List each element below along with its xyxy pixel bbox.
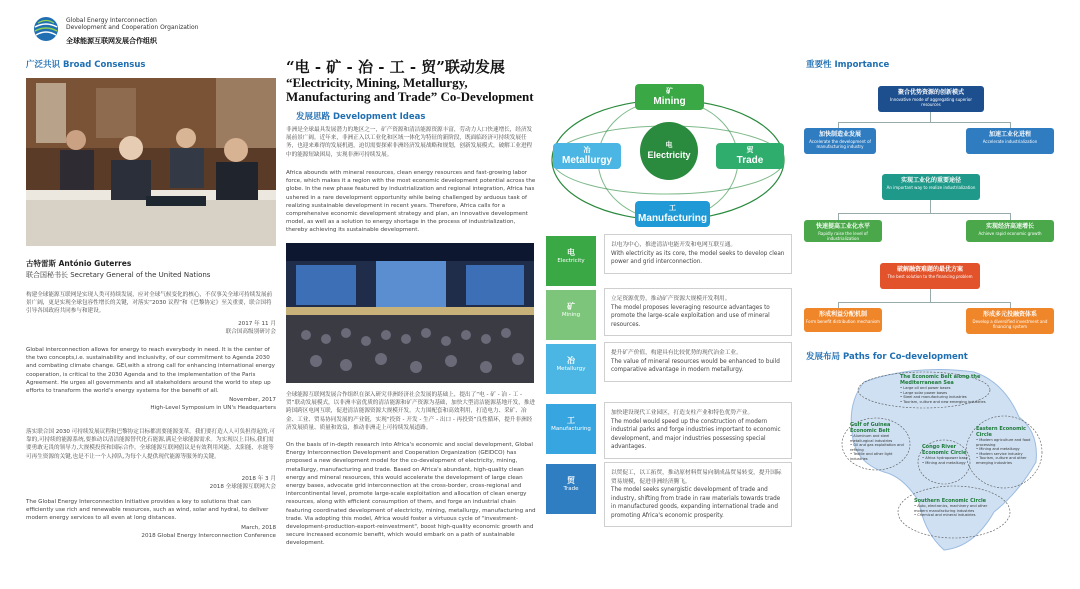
sector-description-manufacturing bbox=[604, 402, 792, 459]
sector-description-cn: 提升矿产价值，构建具有比较优势的现代冶金工业。 bbox=[611, 350, 742, 356]
map-list-item: • Auto, electronics, machinery and other modern manufacturing industries bbox=[914, 504, 988, 513]
sector-label-en: Mining bbox=[561, 312, 581, 318]
map-list-item: • Tourism, culture and new emerging industries bbox=[900, 399, 986, 404]
mediterranean-belt: The Economic Belt along the Mediterranean Sea • Large oil and power bases • Large solar power bases • Steel and manufacturing industries • Tourism, culture and new emerging industries bbox=[900, 374, 986, 404]
sector-label-en: Metallurgy bbox=[556, 366, 586, 372]
sector-label-en: Manufacturing bbox=[551, 426, 591, 432]
sector-description-trade bbox=[604, 462, 792, 527]
importance-heading: 重要性 Importance bbox=[806, 60, 890, 70]
sector-label-manufacturing bbox=[546, 404, 596, 454]
speaker-title: 联合国秘书长 Secretary General of the United Nations bbox=[26, 271, 211, 279]
quote2-source-en: March, 2018 2018 Global Energy Interconnection Conference bbox=[141, 525, 276, 539]
map-list-item: • Mining and metallurgy bbox=[922, 460, 966, 465]
org-name-cn: 全球能源互联网发展合作组织 bbox=[66, 37, 157, 45]
map-list-item: • Chemical and mineral industries bbox=[914, 513, 976, 518]
map-list-item: • Aluminum and steel metallurgical industries bbox=[850, 434, 893, 443]
quote1-cn: 构建全球能源互联网是实现人类可持续发展，应对全球气候变化的核心，不仅事关全球可持续发展前景广阔，更是实现全球包容性增长的关键，对落实“2030 议程”和《巴黎协定》至关重要，联合国将引导各国政府共同参与和建设。 bbox=[26, 292, 273, 315]
paths-heading: 发展布局 Paths for Co-development bbox=[806, 352, 968, 362]
sector-label-cn: 电 bbox=[567, 248, 575, 257]
importance-node-benefit-distribution: 形成利益分配机制 Form benefit distribution mechanism bbox=[804, 308, 882, 332]
sector-label-cn: 工 bbox=[567, 416, 575, 425]
main-title-en: “Electricity, Mining, Metallurgy, Manufacturing and Trade” Co-Development bbox=[286, 75, 534, 104]
sector-label-electricity bbox=[546, 236, 596, 286]
importance-node-investment-system: 形成多元投融资体系 Develop a diversified investment and financing system bbox=[966, 308, 1054, 334]
map-list-item: • Africa hydropower base bbox=[922, 456, 968, 460]
africa-economic-map bbox=[804, 362, 1064, 558]
sector-description-en: The value of mineral resources would be enhanced to build comparative advantage in modern metallurgy. bbox=[611, 358, 780, 373]
globe-logo-icon bbox=[32, 15, 60, 43]
importance-node-industrialization: 加速工业化进程 Accelerate industrialization bbox=[966, 128, 1054, 154]
map-list-item: • Modern service industry bbox=[976, 451, 1023, 456]
diagram-electricity-center: 电 Electricity bbox=[640, 122, 698, 180]
importance-node-economic-growth: 实现经济高速增长 Achieve rapid economic growth bbox=[966, 220, 1054, 242]
map-list-item: • Oil and gas exploitation and refining bbox=[850, 443, 904, 452]
ideas-text-en: Africa abounds with mineral resources, clean energy resources and fast-growing labor force, which makes it a region with the most economic development potential across the globe. In the new phase featured by industrialization and regional integration, Africa has ushered in a rare development opportunity while being challenged by arduous task of realizing sustainable development in recent years. Therefore, Africa calls for a comprehensive economic development strategy and plan, an innovative development model, as well as a solution to energy shortage in the process of industrialization, thereby achieving its sustainable development. bbox=[286, 170, 536, 234]
importance-node-raise-level: 快速提高工业化水平 Rapidly raise the level of industrialization bbox=[804, 220, 882, 242]
organization-logo bbox=[32, 15, 292, 51]
importance-node-innovative-mode: 聚合优势资源的创新模式 Innovative mode of aggregating superior resources bbox=[878, 86, 984, 112]
sector-description-cn: 加快建设现代工业园区，打造支柱产业和特色优势产业。 bbox=[611, 410, 754, 416]
importance-node-financing: 破解融资难题的最优方案 The best solution to the financing problem bbox=[880, 263, 980, 289]
sector-description-en: The model seeks synergistic development of trade and industry, shifting from trade in raw materials towards trade in manufactured goods, expanding international trade and promoting Africa's economic prosperity. bbox=[611, 487, 781, 519]
quote2-source-cn: 2018 年 3 月 2018 全球能源互联网大会 bbox=[209, 476, 276, 490]
quote2-en: The Global Energy Interconnection Initiative provides a key to solutions that can efficiently use rich and renewable resources, such as wind, solar and hydral, to deliver modern energy services to all even at long distances. bbox=[26, 499, 269, 522]
diagram-metallurgy-box: 冶 Metallurgy bbox=[553, 143, 621, 169]
tree-connector bbox=[838, 122, 1010, 123]
sector-label-metallurgy bbox=[546, 344, 596, 394]
importance-node-important-way: 实现工业化的重要途径 An important way to realize industrialization bbox=[882, 174, 980, 200]
ideas-text-cn: 非洲是全球最具发展潜力的地区之一，矿产资源和清洁能源资源丰富，劳动力人口快速增长，经济发展前景广阔。近年来，非洲正入以工业化和区域一体化为特征的新阶段，既面临经济可持续发展任务，也迎来难得的发展机遇，迫切需要探索非洲经济发展战略和规划，创新发展模式，破解工业进程中的能源短缺困局，实现非洲可持续发展。 bbox=[286, 127, 533, 158]
sector-label-mining bbox=[546, 290, 596, 340]
sector-label-en: Electricity bbox=[557, 258, 585, 264]
sector-label-cn: 贸 bbox=[567, 476, 575, 485]
un-meeting-photo bbox=[26, 78, 276, 246]
main-title-cn: “电 - 矿 - 冶 - 工 - 贸”联动发展 bbox=[286, 58, 505, 76]
quote2-cn: 落实联合国 2030 可持续发展议程和巴黎协定目标都需要能源变革。我们要打造人人可负担得起的,可靠的,可持续的能源系统,要推动以清洁能源替代化石能源,满足全球能源需求。为实现以上目标,我们需要勇敢无畏的领导力,大规模投资和国际合作。全球能源互联网倡议是有效利用风能、太阳能、水能等可再生资源的关键,也是不让一个人掉队,为每个人提供现代能源等服务的关键。 bbox=[26, 429, 275, 460]
diagram-trade-box: 贸 Trade bbox=[716, 143, 784, 169]
org-name-en: Global Energy Interconnection Development and Cooperation Organization bbox=[66, 17, 199, 31]
sector-description-cn: 以电为中心，推进清洁电能开发和电网互联互通。 bbox=[611, 242, 737, 248]
importance-node-manufacturing: 加快制造业发展 Accelerate the development of manufacturing industry bbox=[804, 128, 876, 154]
diagram-manufacturing-box: 工 Manufacturing bbox=[635, 201, 710, 227]
development-ideas-heading: 发展思路 Development Ideas bbox=[296, 112, 426, 122]
map-list-item: • Textile and other light industries bbox=[850, 452, 893, 461]
sector-description-cn: 以贸促工，以工拓贸，推动原材料贸易向制成品贸易转变，提升国际贸易规模，促进非洲经济腾飞。 bbox=[611, 470, 782, 485]
tree-connector bbox=[930, 200, 931, 214]
eastern-circle: Eastern Economic Circle • Modern agriculture and food processing • Mining and metallurgy • Modern service industry • Tourism, culture and other emerging industries bbox=[976, 426, 1040, 466]
sector-description-metallurgy bbox=[604, 342, 792, 382]
diagram-mining-box: 矿 Mining bbox=[635, 84, 704, 110]
southern-circle: Southern Economic Circle • Auto, electronics, machinery and other modern manufacturing industries • Chemical and mineral industries bbox=[914, 498, 1002, 518]
tree-connector bbox=[930, 289, 931, 303]
sector-label-cn: 冶 bbox=[567, 356, 575, 365]
map-list-item: • Large solar power bases bbox=[900, 390, 948, 395]
model-text-cn: 全球能源互联网发展合作组织在深入研究非洲经济社会发展的基础上，提出了“电 - 矿 - 冶 - 工 - 贸”联动发展模式，以非洲丰富优质的清洁能源和矿产资源为基础，加快大型清洁能源基地开发，推进跨国跨区电网互联，促进清洁能源资源大规模开发。大力围配套和高效利用，打造电力、采矿、冶金、工业、贸易协同发展的产业链，实现“投资 - 开发 - 生产 - 出口 - 再投资”良性循环，提升非洲经济发展质量、质量和效益，推动非洲走上可持续发展道路。 bbox=[286, 392, 536, 431]
sector-label-trade bbox=[546, 464, 596, 514]
model-text-en: On the basis of in-depth research into Africa's economic and social development, Global Energy Interconnection Development and Cooperation Organization (GEIDCO) has proposed a new development model for the co-development of electricity, mining, metallurgy, manufacturing and trade. Based on Africa's abundant, high-quality clean energy and mineral resources, this would accelerate the development of large clean energy bases, advocate grid interconnection at the cross-border, cross-regional and intercontinental level, promote large-scale exploitation and allocation of clean energy resources, along with efficient consumption of them, and forge an industrial chain featuring coordinated development of electricity, mining, metallurgy, manufacturing and trade. Via adopting this model, Africa would foster a virtuous cycle of "investment-development-production-export-reinvestment", boost high-quality economic growth and secure increased economic benefit, which would embark on a path of sustainable development. bbox=[286, 442, 536, 547]
guinea-belt: Gulf of Guinea Economic Belt • Aluminum and steel metallurgical industries • Oil and gas exploitation and refining • Textile and other light industries bbox=[850, 422, 908, 462]
map-list-item: • Modern agriculture and food processing bbox=[976, 438, 1031, 447]
sector-label-en: Trade bbox=[563, 486, 579, 492]
sector-description-electricity bbox=[604, 234, 792, 274]
sector-description-mining bbox=[604, 288, 792, 336]
speaker-name: 古特雷斯 António Guterres bbox=[26, 259, 132, 268]
map-list-item: • Tourism, culture and other emerging industries bbox=[976, 456, 1027, 465]
quote1-en: Global interconnection allows for energy to reach everybody in need. It is the center of the two concepts,i.e. sustainability and inclusivity, of our commitment to Agenda 2030 and combating climate change. GEI,with a strong call for enhancing international energy cooperation, is critical to the 2030 Agenda and to the implementation of the Paris Agreement. He urges all governments and all stakeholders around the world to step up efforts to transform the world's energy systems for the benefit of all. bbox=[26, 347, 275, 395]
sector-label-cn: 矿 bbox=[567, 302, 575, 311]
map-list-item: • Steel and manufacturing industries bbox=[900, 395, 967, 400]
conference-photo bbox=[286, 243, 534, 383]
sector-description-cn: 立足资源优势，推动矿产资源大规模开发利用。 bbox=[611, 296, 731, 302]
broad-consensus-heading: 广泛共识 Broad Consensus bbox=[26, 60, 146, 70]
map-list-item: • Mining and metallurgy bbox=[976, 447, 1020, 452]
sector-description-en: With electricity as its core, the model seeks to develop clean power and grid interconnection. bbox=[611, 250, 785, 265]
quote1-source-cn: 2017 年 11 月 联合国高级别研讨会 bbox=[225, 321, 276, 335]
tree-connector bbox=[838, 213, 1010, 214]
sector-description-en: The model proposes leveraging resource advantages to promote the large-scale exploitation and use of mineral resources. bbox=[611, 304, 770, 328]
quote1-source-en: November, 2017 High-Level Symposium in UN's Headquarters bbox=[150, 397, 276, 411]
tree-connector bbox=[838, 302, 1010, 303]
congo-circle: Congo River Economic Circle • Africa hydropower base • Mining and metallurgy bbox=[922, 444, 972, 465]
map-list-item: • Large oil and power bases bbox=[900, 386, 951, 390]
sector-description-en: The model would speed up the construction of modern industrial parks and forge industries important to economic development, and major industries possessing special advantages. bbox=[611, 418, 781, 450]
